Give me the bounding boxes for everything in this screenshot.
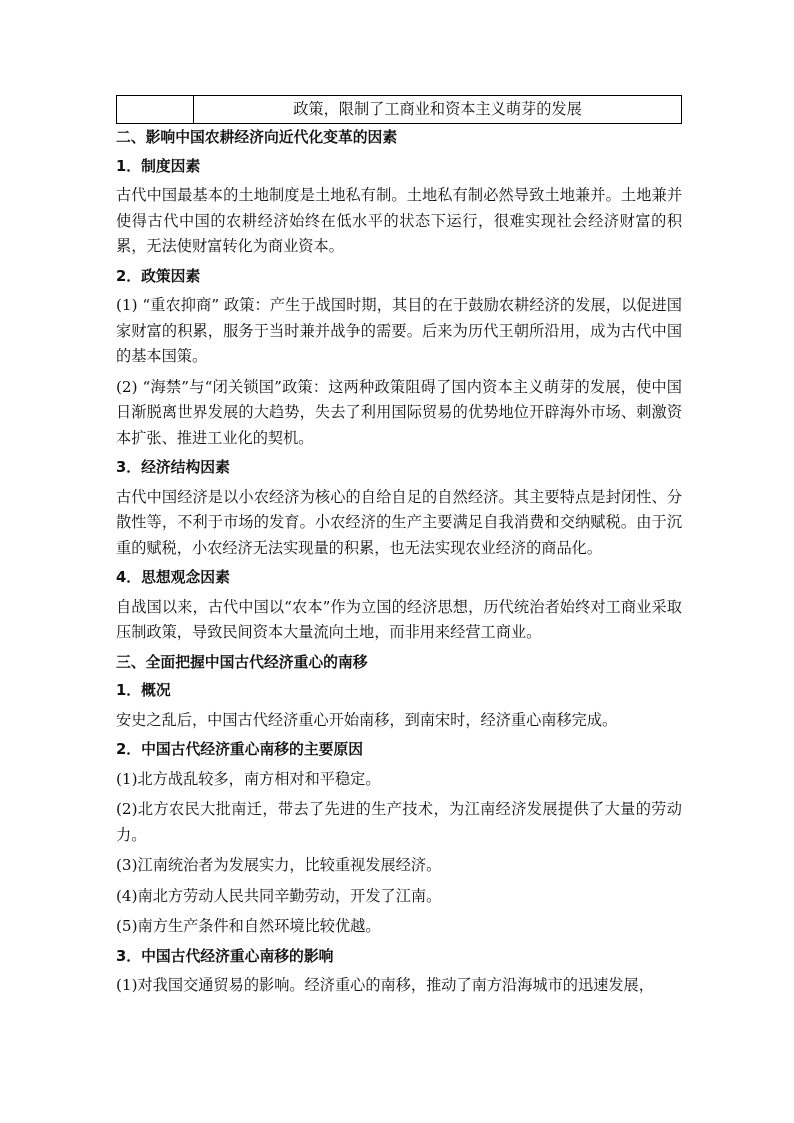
paragraph-institution: 古代中国最基本的土地制度是土地私有制。土地私有制必然导致土地兼并。土地兼并使得古代中国的农耕经济始终在低水平的状态下运行，很难实现社会经济财富的积累，无法使财富转化为商业资本。 [116, 186, 682, 255]
subheading-policy: 2．政策因素 [116, 267, 201, 285]
subheading-economic-structure: 3．经济结构因素 [116, 459, 230, 476]
list-item: (2)北方农民大批南迁，带去了先进的生产技术，为江南经济发展提供了大量的劳动力。 [116, 800, 682, 844]
list-item: (1)北方战乱较多，南方相对和平稳定。 [116, 769, 381, 788]
table-fragment [116, 95, 682, 124]
subheading-overview: 1．概况 [116, 682, 171, 699]
section-heading-factors: 二、影响中国农耕经济向近代化变革的因素 [116, 129, 398, 146]
table-row [117, 96, 682, 124]
list-item: (5)南方生产条件和自然环境比较优越。 [116, 917, 381, 935]
subheading-impact: 3．中国古代经济重心南移的影响 [116, 947, 334, 965]
subheading-reasons: 2．中国古代经济重心南移的主要原因 [116, 741, 364, 758]
table-cell-content: 政策，限制了工商业和资本主义萌芽的发展 [194, 96, 682, 124]
paragraph-economic-structure: 古代中国经济是以小农经济为核心的自给自足的自然经济。其主要特点是封闭性、分散性等，不利于市场的发育。小农经济的生产主要满足自我消费和交纳赋税。由于沉重的赋税，小农经济无法实现量的积累，也无法实现农业经济的商品化。 [116, 487, 682, 557]
paragraph-impact-1: (1)对我国交通贸易的影响。经济重心的南移，推动了南方沿海城市的迅速发展， [116, 976, 654, 994]
list-item: (4)南北方劳动人民共同辛勤劳动，开发了江南。 [116, 886, 442, 905]
paragraph-policy-1: (1) “重农抑商” 政策：产生于战国时期，其目的在于鼓励农耕经济的发展，以促进国家财富的积累，服务于当时兼并战争的需要。后来为历代王朝所沿用，成为古代中国的基本国策。 [116, 296, 682, 365]
paragraph-overview: 安史之乱后，中国古代经济重心开始南移，到南宋时，经济重心南移完成。 [116, 710, 618, 729]
paragraph-policy-2: (2) “海禁”与“闭关锁国”政策：这两种政策阻碍了国内资本主义萌芽的发展，使中国日渐脱离世界发展的大趋势，失去了利用国际贸易的优势地位开辟海外市场、刺激资本扩张、推进工业化的契机。 [116, 377, 682, 447]
section-heading-southward-shift: 三、全面把握中国古代经济重心的南移 [116, 653, 368, 671]
subheading-ideology: 4．思想观念因素 [116, 569, 230, 586]
table-cell-label [117, 96, 194, 124]
document-page [116, 95, 682, 1004]
paragraph-ideology: 自战国以来，古代中国以“农本”作为立国的经济思想，历代统治者始终对工商业采取压制政策，导致民间资本大量流向土地，而非用来经营工商业。 [116, 597, 682, 641]
list-item: (3)江南统治者为发展实力，比较重视发展经济。 [116, 856, 442, 874]
subheading-institution: 1．制度因素 [116, 157, 201, 175]
